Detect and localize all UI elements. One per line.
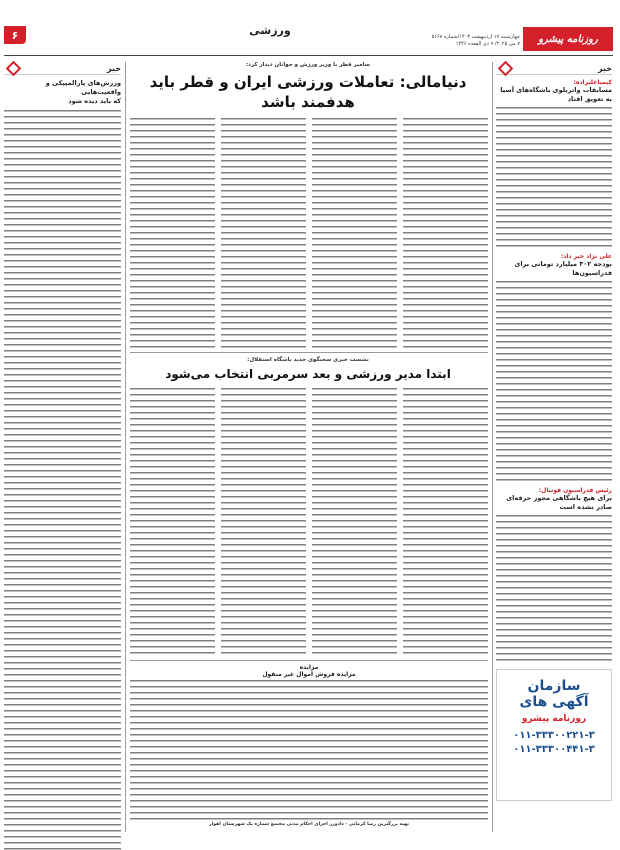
item3-headline: برای هیچ باشگاهی مجوز حرفه‌ای صادر نشده است <box>506 494 612 511</box>
item2-headline: بودجه ۳۰۲ میلیارد تومانی برای فدراسیون‌ها <box>514 260 612 277</box>
ad-box <box>496 669 612 801</box>
right-body-2 <box>496 281 612 481</box>
ad-phone-1: ۰۱۱-۳۳۳۰۰۲۲۱-۳ <box>513 730 595 741</box>
main-col-3 <box>221 118 306 348</box>
item3-label: رئیس فدراسیون فوتبال: <box>538 487 612 494</box>
main-article-body <box>130 118 488 348</box>
section-title: ورزشی <box>249 24 291 37</box>
notice-body <box>130 680 488 820</box>
right-body-1 <box>496 107 612 247</box>
right-column-rule <box>492 62 493 832</box>
main-col-4 <box>130 118 215 348</box>
left-headline-line-2: که باید دیده شود <box>68 97 121 105</box>
second-headline: ابتدا مدیر ورزشی و بعد سرمربی انتخاب می‌شود <box>165 367 451 381</box>
right-column <box>496 62 612 832</box>
notice-footer: تهیه بزرگترین رضا کرمانی - دادورز اجرای احکام مدنی مجتمع شماره یک شهرستان اهواز <box>208 822 410 827</box>
main-headline-line-1: دنیامالی: تعاملات ورزشی ایران و قطر باید <box>149 73 467 91</box>
item2-label: علی نژاد خبر داد: <box>560 253 612 260</box>
second-kicker: نشست خبری سخنگوی جدید باشگاه استقلال: <box>247 357 369 363</box>
left-headline <box>4 79 121 106</box>
notice-title: مزایده <box>299 664 319 671</box>
right-kicker: کیمیاعلیزاده: <box>573 79 612 86</box>
news-tag: خبر <box>597 63 612 73</box>
left-column <box>4 62 121 832</box>
dateline-gregorian: ۷ می ۲۰۲۵/ ۹ ذی القعده ۱۴۴۶ <box>455 41 520 47</box>
notice-box <box>130 664 488 832</box>
logo-text: روزنامه پیشرو <box>538 33 598 45</box>
second-col-3 <box>221 388 306 656</box>
left-column-rule <box>125 62 126 832</box>
right-news-header <box>496 62 612 75</box>
masthead-rule <box>4 55 613 56</box>
dateline-persian: چهارشنبه ۱۷ اردیبهشت ۱۴۰۳/شماره ۵۱۶۸ <box>431 34 520 40</box>
arrow-icon <box>498 60 514 76</box>
main-kicker: سامیر قطر با وزیر ورزش و جوانان دیدار کرد: <box>245 62 371 68</box>
right-headline: مسابقات واتربلوی باشگاه‌های آسیا به تعویق افتاد <box>500 86 612 103</box>
page-number-badge <box>4 26 26 44</box>
ad-title: سازمان <box>527 678 581 694</box>
right-body-3 <box>496 515 612 663</box>
main-divider <box>130 352 488 353</box>
main-col-1 <box>403 118 488 348</box>
second-col-2 <box>312 388 397 656</box>
logo <box>523 27 613 51</box>
main-col-2 <box>312 118 397 348</box>
second-col-1 <box>403 388 488 656</box>
ad-subtitle: روزنامه پیشرو <box>521 714 587 724</box>
main-headline <box>130 72 486 112</box>
left-headline-line-1: ورزش‌های پارالمپیکی و واقعیت‌هایی <box>45 79 121 96</box>
page-number: ۶ <box>11 28 19 42</box>
notice-subtitle: مزایده فروش اموال غیر منقول <box>262 671 356 678</box>
ad-title-2: آگهی های <box>519 694 589 710</box>
notice-rule <box>130 660 488 661</box>
left-body <box>4 110 121 850</box>
second-article-body <box>130 388 488 656</box>
left-news-tag: خبر <box>106 63 121 73</box>
main-headline-line-2: هدفمند باشد <box>261 93 355 111</box>
dateline <box>410 34 520 48</box>
ad-phone-2: ۰۱۱-۳۳۳۰۰۴۴۱-۳ <box>513 744 595 755</box>
left-arrow-icon <box>6 60 22 76</box>
left-news-header <box>4 62 121 75</box>
second-col-4 <box>130 388 215 656</box>
